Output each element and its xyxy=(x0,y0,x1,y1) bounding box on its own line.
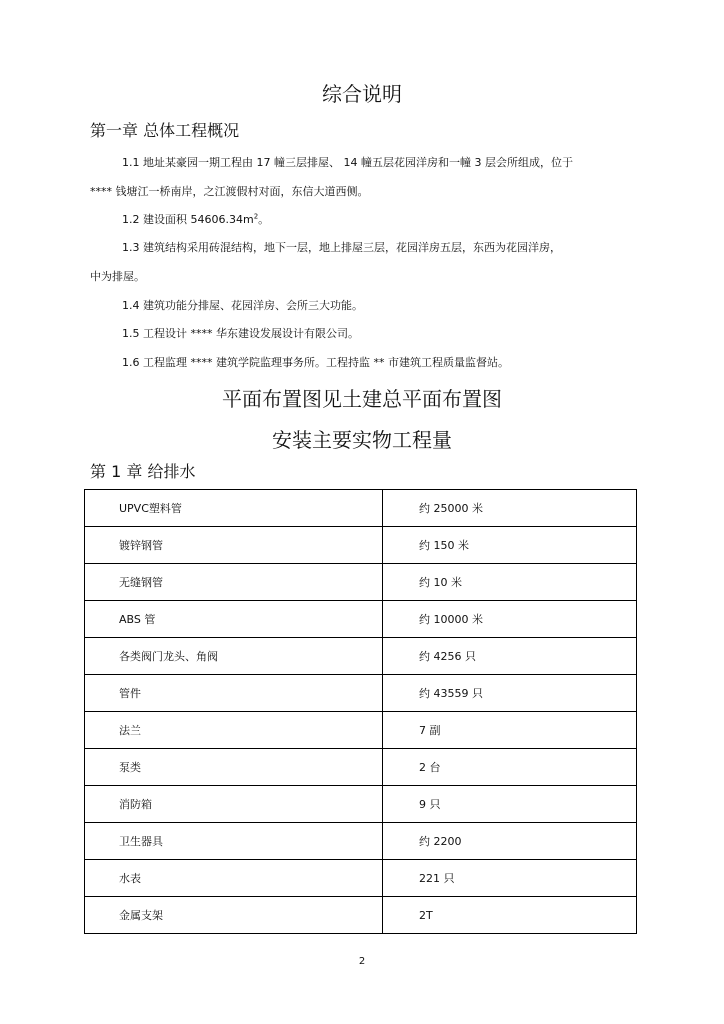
page-title: 综合说明 xyxy=(322,82,402,106)
chapter-1-heading: 第一章 总体工程概况 xyxy=(90,121,240,140)
paragraph-1-2 xyxy=(122,211,269,227)
chapter-2-heading: 第 1 章 给排水 xyxy=(90,462,196,481)
item-name: 法兰 xyxy=(85,712,383,749)
table-row xyxy=(85,675,637,712)
item-name: UPVC塑料管 xyxy=(85,490,383,527)
item-quantity: 9 只 xyxy=(383,786,637,823)
item-quantity: 约 2200 xyxy=(383,823,637,860)
item-name: 管件 xyxy=(85,675,383,712)
superscript: 2 xyxy=(253,212,259,221)
table-row xyxy=(85,823,637,860)
item-quantity: 约 150 米 xyxy=(383,527,637,564)
item-quantity: 221 只 xyxy=(383,860,637,897)
item-quantity: 约 10000 米 xyxy=(383,601,637,638)
paragraph-1-5: 1.5 工程设计 **** 华东建设发展设计有限公司。 xyxy=(122,327,359,340)
table-row xyxy=(85,490,637,527)
table-row xyxy=(85,527,637,564)
page-number: 2 xyxy=(358,956,366,967)
table-row xyxy=(85,897,637,934)
table-row xyxy=(85,786,637,823)
paragraph-1-2-end: 。 xyxy=(258,213,270,226)
item-quantity: 约 10 米 xyxy=(383,564,637,601)
paragraph-1-3-line2: 中为排屋。 xyxy=(90,270,145,283)
item-name: 各类阀门龙头、角阀 xyxy=(85,638,383,675)
item-name: 无缝钢管 xyxy=(85,564,383,601)
section-title-quantities: 安装主要实物工程量 xyxy=(272,428,452,452)
table-row xyxy=(85,749,637,786)
section-title-layout: 平面布置图见土建总平面布置图 xyxy=(222,387,502,411)
paragraph-1-3-line1: 1.3 建筑结构采用砖混结构，地下一层，地上排屋三层，花园洋房五层，东西为花园洋房， xyxy=(122,241,561,254)
item-quantity: 约 25000 米 xyxy=(383,490,637,527)
item-name: 镀锌钢管 xyxy=(85,527,383,564)
item-quantity: 约 4256 只 xyxy=(383,638,637,675)
item-quantity: 约 43559 只 xyxy=(383,675,637,712)
item-name: 消防箱 xyxy=(85,786,383,823)
quantity-table xyxy=(84,489,637,934)
paragraph-1-2-text: 1.2 建设面积 54606.34m xyxy=(122,213,254,226)
item-name: 水表 xyxy=(85,860,383,897)
table-row xyxy=(85,564,637,601)
table-row xyxy=(85,860,637,897)
item-name: 卫生器具 xyxy=(85,823,383,860)
table-row xyxy=(85,601,637,638)
item-name: 金属支架 xyxy=(85,897,383,934)
item-name: 泵类 xyxy=(85,749,383,786)
item-quantity: 2 台 xyxy=(383,749,637,786)
table-row xyxy=(85,712,637,749)
paragraph-1-6: 1.6 工程监理 **** 建筑学院监理事务所。工程持监 ** 市建筑工程质量监督站。 xyxy=(122,356,509,369)
item-name: ABS 管 xyxy=(85,601,383,638)
table-row xyxy=(85,638,637,675)
paragraph-1-1-line2: **** 钱塘江一桥南岸，之江渡假村对面，东信大道西侧。 xyxy=(90,185,369,198)
item-quantity: 7 副 xyxy=(383,712,637,749)
paragraph-1-1-line1: 1.1 地址某豪园一期工程由 17 幢三层排屋、 14 幢五层花园洋房和一幢 3 层会所组成，位于 xyxy=(122,156,573,169)
item-quantity: 2T xyxy=(383,897,637,934)
paragraph-1-4: 1.4 建筑功能分排屋、花园洋房、会所三大功能。 xyxy=(122,299,363,312)
